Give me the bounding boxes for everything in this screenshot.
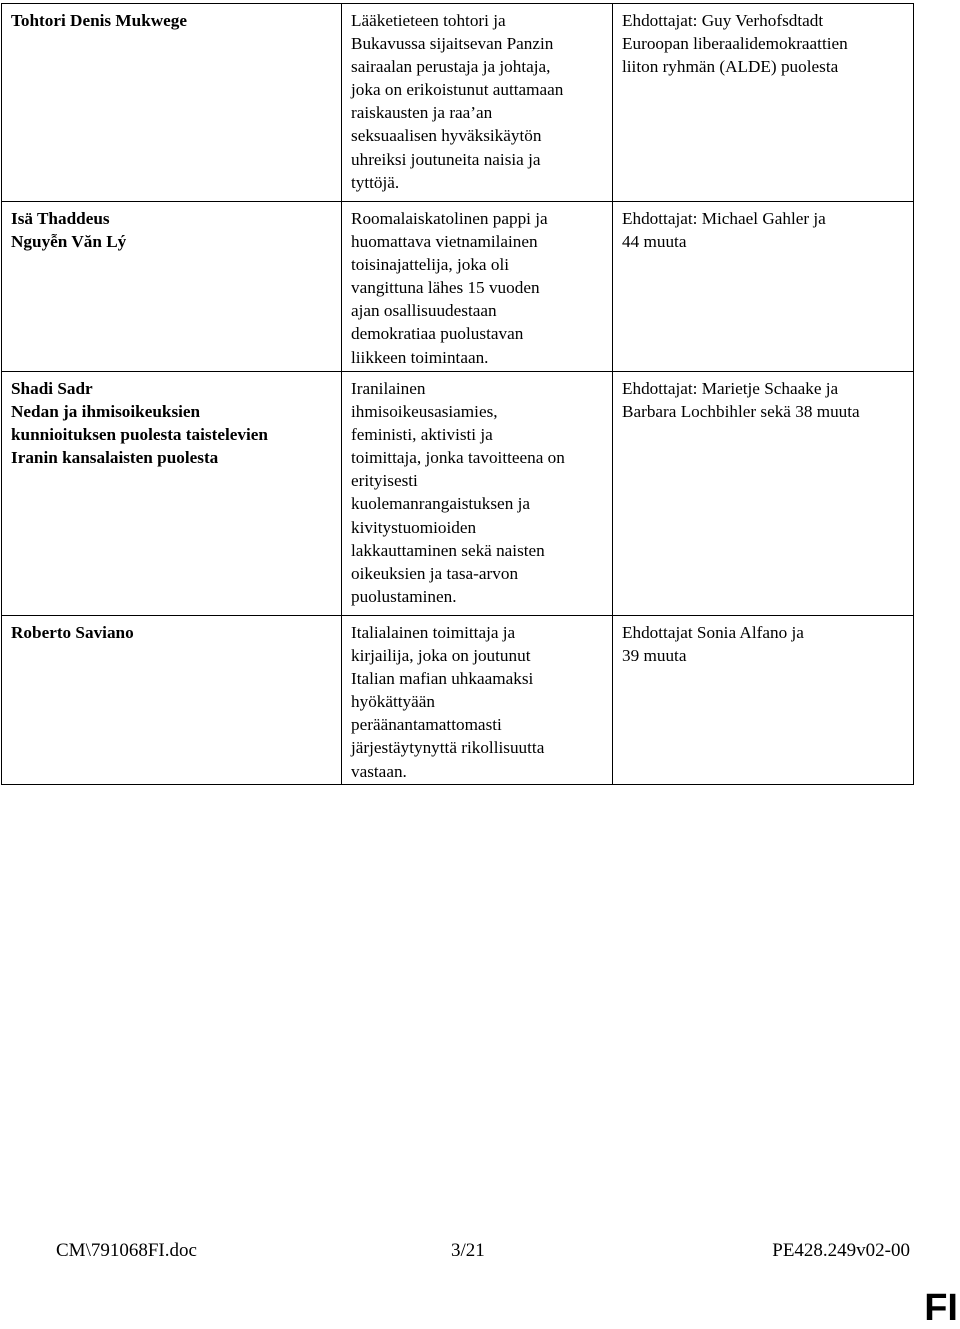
nominee-row (2, 4, 914, 202)
nominee-affiliation: kunnioituksen puolesta taistelevien (11, 425, 268, 445)
nominee-sponsors: Ehdottajat: Guy Verhofsdtadt Euroopan liberaalidemokraattien liiton ryhmän (ALDE) puolesta (622, 11, 848, 77)
nominee-sponsors: Ehdottajat: Michael Gahler ja 44 muuta (622, 209, 826, 252)
nominee-description: Italialainen toimittaja ja kirjailija, joka on joutunut Italian mafian uhkaamaksi hyökättyään peräänantamattomasti järjestäytynyttä rikollisuutta vastaan. (351, 623, 545, 781)
nominee-sponsors-cell (613, 4, 914, 202)
nominee-description-cell (342, 4, 613, 202)
language-code: FI (924, 1287, 958, 1329)
nominee-name-cell (2, 372, 342, 616)
nominee-name: Isä Thaddeus (11, 209, 110, 228)
nominee-description: Lääketieteen tohtori ja Bukavussa sijaitsevan Panzin sairaalan perustaja ja johtaja, joka on erikoistunut auttamaan raiskausten ja raa’an seksuaalisen hyväksikäytön uhreiksi joutuneita naisia ja tyttöjä. (351, 11, 564, 192)
document-reference: PE428.249v02-00 (772, 1240, 910, 1261)
nominee-description: Roomalaiskatolinen pappi ja huomattava vietnamilainen toisinajattelija, joka oli vangittuna lähes 15 vuoden ajan osallisuudestaan demokratiaa puolustavan liikkeen toimintaan. (351, 209, 548, 367)
nominee-row (2, 372, 914, 616)
nominee-affiliation: Iranin kansalaisten puolesta (11, 448, 219, 468)
nominee-description-cell (342, 202, 613, 372)
nominee-name: Nguyễn Văn Lý (11, 232, 127, 252)
nominee-row (2, 202, 914, 372)
nominee-sponsors-cell (613, 372, 914, 616)
nominee-name: Roberto Saviano (11, 623, 134, 642)
nominee-name-cell (2, 4, 342, 202)
nominee-row (2, 616, 914, 785)
nominee-sponsors-cell (613, 202, 914, 372)
page-number: 3/21 (451, 1240, 485, 1261)
nominee-sponsors-cell (613, 616, 914, 785)
nominee-affiliation: Nedan ja ihmisoikeuksien (11, 402, 201, 422)
page-footer (56, 1240, 910, 1266)
nominee-table (1, 3, 914, 785)
nominee-name-cell (2, 616, 342, 785)
nominee-name: Tohtori Denis Mukwege (11, 11, 188, 30)
nominee-sponsors: Ehdottajat: Marietje Schaake ja Barbara Lochbihler sekä 38 muuta (622, 379, 860, 422)
nominee-name-cell (2, 202, 342, 372)
nominee-name: Shadi Sadr (11, 379, 93, 398)
nominee-description-cell (342, 372, 613, 616)
document-filename: CM\791068FI.doc (56, 1240, 197, 1261)
nominee-description: Iranilainen ihmisoikeusasiamies, feministi, aktivisti ja toimittaja, jonka tavoitteena on erityisesti kuolemanrangaistuksen ja kivitystuomioiden lakkauttaminen sekä naisten oikeuksien ja tasa-arvon puolustaminen. (351, 379, 565, 606)
nominee-sponsors: Ehdottajat Sonia Alfano ja 39 muuta (622, 623, 804, 666)
nominee-description-cell (342, 616, 613, 785)
